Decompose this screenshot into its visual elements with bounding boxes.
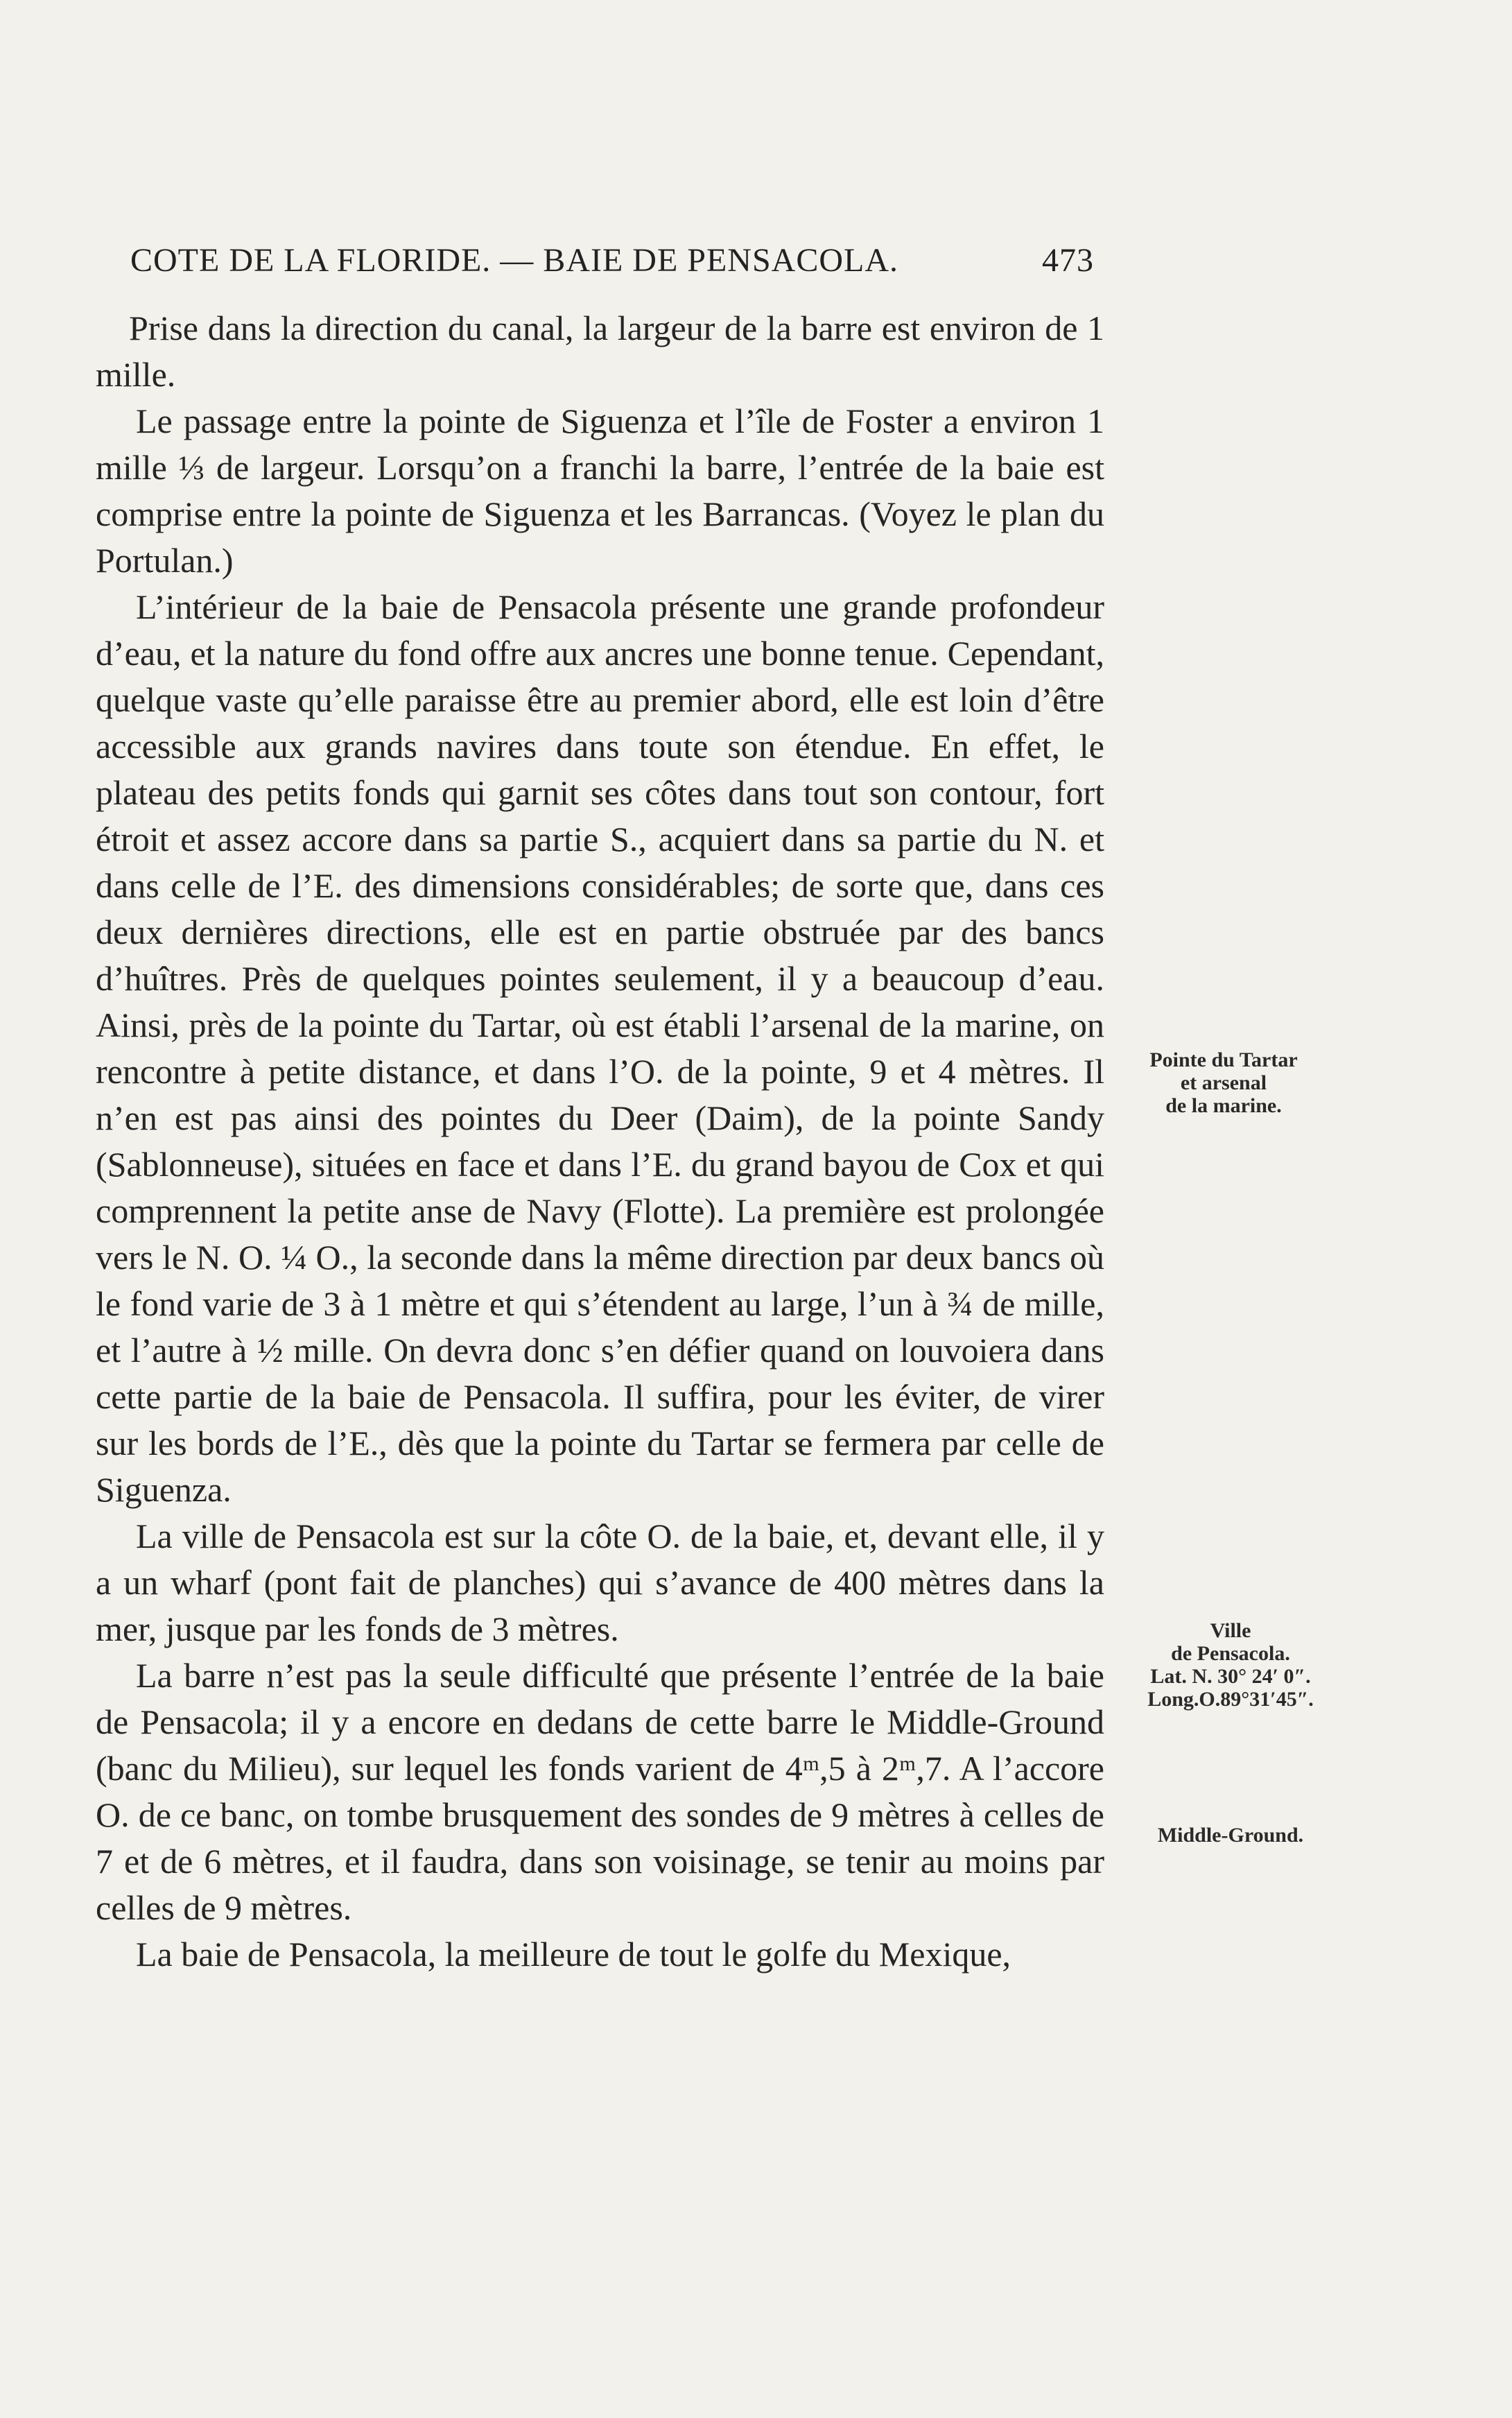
margin-note-line: de la marine. bbox=[1165, 1094, 1282, 1117]
margin-note-line: Ville bbox=[1210, 1619, 1251, 1642]
page-number: 473 bbox=[1042, 242, 1094, 279]
margin-note-line: et arsenal bbox=[1180, 1071, 1267, 1094]
margin-note-ville bbox=[1120, 1619, 1341, 1711]
paragraph-2: Le passage entre la pointe de Siguenza et l’île de Foster a environ 1 mille ⅓ de largeur. Lorsqu’on a franchi la barre, l’entrée de la baie est comprise entre la pointe de Siguenza et les Barrancas. (Voyez le plan du Portulan.) bbox=[96, 401, 1104, 580]
margin-note-middle-ground: Middle-Ground. bbox=[1157, 1824, 1304, 1847]
margin-note-line: Lat. N. 30° 24′ 0″. bbox=[1150, 1665, 1311, 1688]
body-text bbox=[96, 305, 1104, 1978]
paragraph-1: Prise dans la direction du canal, la largeur de la barre est environ de 1 mille. bbox=[96, 309, 1104, 394]
margin-note-line: Long.O.89°31′45″. bbox=[1147, 1688, 1314, 1711]
margin-note-tartar bbox=[1120, 1048, 1328, 1117]
paragraph-3: L’intérieur de la baie de Pensacola présente une grande profondeur d’eau, et la nature du fond offre aux ancres une bonne tenue. Cependant, quelque vaste qu’elle paraisse être au premier abord, elle est loin d’être accessible aux grands navires dans toute son étendue. En effet, le plateau des petits fonds qui garnit ses côtes dans tout son contour, fort étroit et assez accore dans sa partie S., acquiert dans sa partie du N. et dans celle de l’E. des dimensions considérables; de sorte que, dans ces deux dernières directions, elle est en partie obstruée par des bancs d’huîtres. Près de quelques pointes seulement, il y a beaucoup d’eau. Ainsi, près de la pointe du Tartar, où est établi l’arsenal de la marine, on rencontre à petite distance, et dans l’O. de la pointe, 9 et 4 mètres. Il n’en est pas ainsi des pointes du Deer (Daim), de la pointe Sandy (Sablonneuse), situées en face et dans l’E. du grand bayou de Cox et qui comprennent la petite anse de Navy (Flotte). La première est prolongée vers le N. O. ¼ O., la seconde dans la même direction par deux bancs où le fond varie de 3 à 1 mètre et qui s’étendent au large, l’un à ¾ de mille, et l’autre à ½ mille. On devra donc s’en défier quand on louvoiera dans cette partie de la baie de Pensacola. Il suffira, pour les éviter, de virer sur les bords de l’E., dès que la pointe du Tartar se fermera par celle de Siguenza. bbox=[96, 587, 1104, 1509]
margin-note-line: Pointe du Tartar bbox=[1149, 1048, 1298, 1071]
running-title: COTE DE LA FLORIDE. — BAIE DE PENSACOLA. bbox=[130, 242, 898, 279]
paragraph-5: La barre n’est pas la seule difficulté que présente l’entrée de la baie de Pensacola; il y a encore en dedans de cette barre le Middle-Ground (banc du Milieu), sur lequel les fonds varient de 4ᵐ,5 à 2ᵐ,7. A l’accore O. de ce banc, on tombe brusquement des sondes de 9 mètres à celles de 7 et de 6 mètres, et il faudra, dans son voisinage, se tenir au moins par celles de 9 mètres. bbox=[96, 1656, 1104, 1927]
running-head bbox=[130, 241, 1094, 297]
paragraph-6: La baie de Pensacola, la meilleure de tout le golfe du Mexique, bbox=[136, 1935, 1011, 1974]
margin-note-line: de Pensacola. bbox=[1171, 1642, 1290, 1665]
paragraph-4: La ville de Pensacola est sur la côte O. de la baie, et, devant elle, il y a un wharf (pont fait de planches) qui s’avance de 400 mètres dans la mer, jusque par les fonds de 3 mètres. bbox=[96, 1517, 1104, 1648]
